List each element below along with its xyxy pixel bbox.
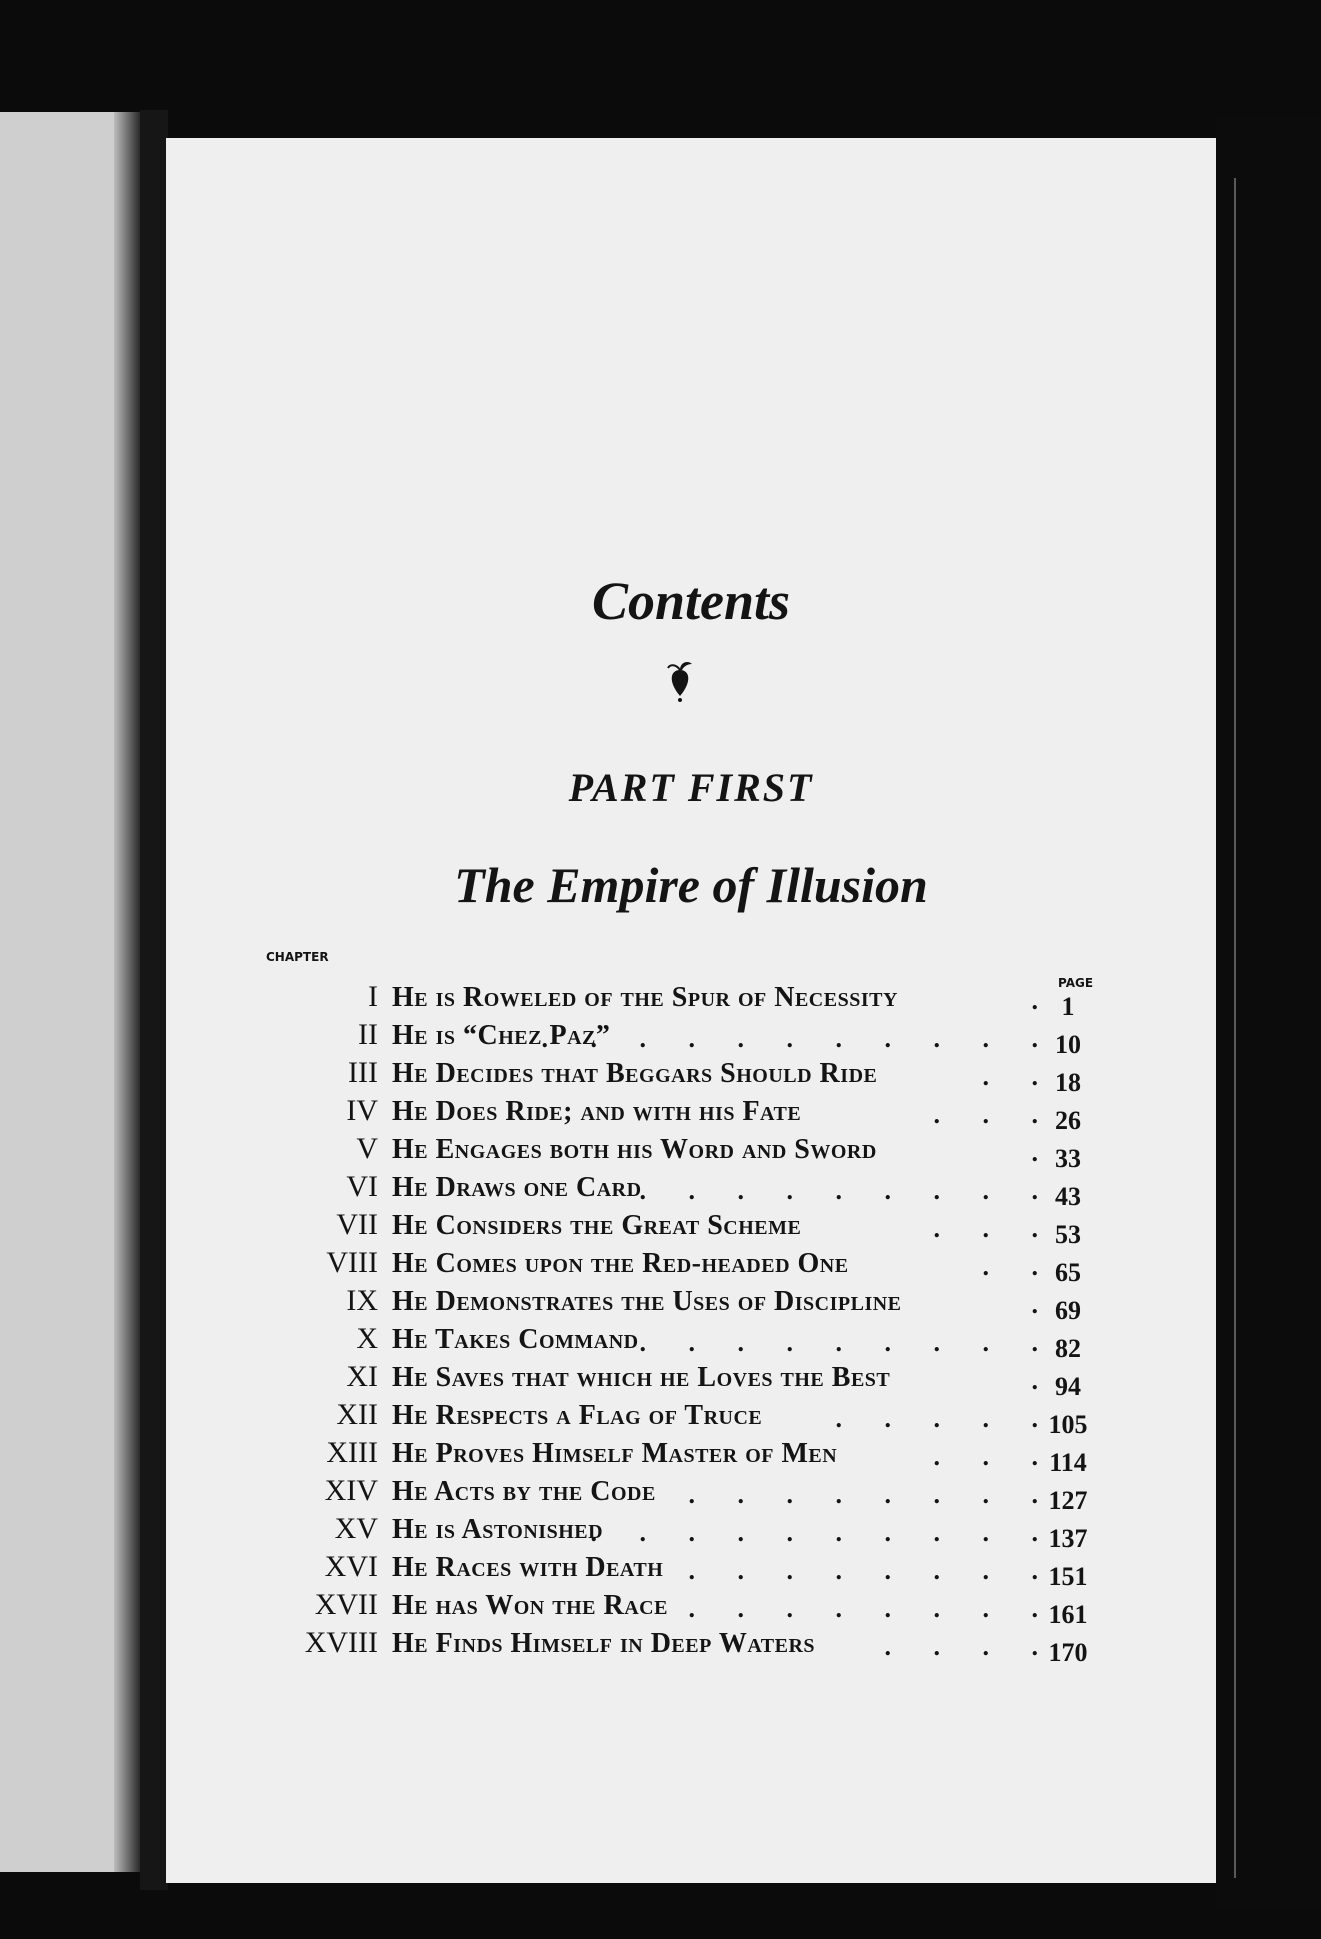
dot-leader: . . . . . . . .	[688, 1594, 1056, 1623]
chapter-number: XI	[346, 1360, 378, 1393]
dot-leader: . . . . . . . . . . .	[541, 1024, 1056, 1053]
chapter-title: He Saves that which he Loves the Best	[392, 1362, 891, 1393]
toc-row[interactable]	[166, 1436, 1216, 1476]
toc-row[interactable]	[166, 1322, 1216, 1362]
page-edge	[1216, 118, 1321, 1908]
page-number: 1	[1061, 992, 1075, 1021]
toc-row[interactable]	[166, 1512, 1216, 1552]
chapter-number: XV	[334, 1512, 378, 1545]
chapter-title: He Takes Command	[392, 1324, 639, 1355]
dot-leader: . . . . .	[835, 1404, 1056, 1433]
chapter-title: He is Roweled of the Spur of Necessity	[392, 982, 898, 1013]
page-number: 33	[1055, 1144, 1081, 1173]
page-number: 137	[1048, 1524, 1088, 1553]
toc-row[interactable]	[166, 1132, 1216, 1172]
chapter-number: III	[348, 1056, 378, 1089]
chapter-number: VIII	[326, 1246, 378, 1279]
chapter-number: VII	[336, 1208, 378, 1241]
chapter-title: He is Astonished	[392, 1514, 604, 1545]
chapter-title: He Draws one Card	[392, 1172, 642, 1203]
chapter-title: He Demonstrates the Uses of Discipline	[392, 1286, 902, 1317]
page-number: 26	[1055, 1106, 1081, 1135]
dot-leader: . . . .	[884, 1632, 1056, 1661]
dot-leader: .	[1031, 1138, 1056, 1167]
toc-row[interactable]	[166, 1056, 1216, 1096]
chapter-number: XVII	[314, 1588, 378, 1621]
page-number: 65	[1055, 1258, 1081, 1287]
page-number: 151	[1048, 1562, 1088, 1591]
chapter-title: He Races with Death	[392, 1552, 664, 1583]
chapter-title: He Acts by the Code	[392, 1476, 656, 1507]
part-title: PART FIRST	[568, 765, 814, 810]
dot-leader: . . .	[933, 1214, 1056, 1243]
chapter-number: IX	[346, 1284, 378, 1317]
toc-row[interactable]	[166, 1018, 1216, 1058]
chapter-title: He Engages both his Word and Sword	[392, 1134, 877, 1165]
page-number: 10	[1055, 1030, 1081, 1059]
toc-row[interactable]	[166, 1360, 1216, 1400]
page-number: 53	[1055, 1220, 1081, 1249]
chapter-title: He Considers the Great Scheme	[392, 1210, 802, 1241]
toc-row[interactable]	[166, 980, 1216, 1020]
dot-leader: .	[1031, 986, 1056, 1015]
chapter-column-header: CHAPTER	[266, 950, 329, 964]
chapter-number: XVIII	[304, 1626, 378, 1659]
page-number: 170	[1048, 1638, 1088, 1667]
page-number: 82	[1055, 1334, 1081, 1363]
toc-row[interactable]	[166, 1208, 1216, 1248]
facing-page	[0, 112, 140, 1872]
book-gutter	[140, 110, 168, 1890]
page-number: 94	[1055, 1372, 1081, 1401]
toc-row[interactable]	[166, 1094, 1216, 1134]
chapter-title: He Proves Himself Master of Men	[392, 1438, 838, 1469]
chapter-title: He Does Ride; and with his Fate	[392, 1096, 802, 1127]
page-number: 43	[1055, 1182, 1081, 1211]
toc-row[interactable]	[166, 1284, 1216, 1324]
dot-leader: . . .	[933, 1100, 1056, 1129]
dot-leader: . . . . . . . . .	[639, 1328, 1056, 1357]
page-number: 114	[1049, 1448, 1087, 1477]
chapter-number: X	[356, 1322, 378, 1355]
toc-row[interactable]	[166, 1474, 1216, 1514]
dot-leader: . . . . . . . . . .	[590, 1518, 1056, 1547]
dot-leader: . . . . . . . .	[688, 1480, 1056, 1509]
chapter-number: VI	[346, 1170, 378, 1203]
dot-leader: . . . . . . . .	[688, 1556, 1056, 1585]
book-title: The Empire of Illusion	[454, 857, 928, 913]
dot-leader: . . . . . . . . .	[639, 1176, 1056, 1205]
chapter-title: He has Won the Race	[392, 1590, 668, 1621]
dot-leader: .	[1031, 1290, 1056, 1319]
page-number: 161	[1048, 1600, 1088, 1629]
page-number: 127	[1048, 1486, 1088, 1515]
chapter-number: XVI	[324, 1550, 378, 1583]
page-number: 69	[1055, 1296, 1081, 1325]
chapter-number: II	[358, 1018, 378, 1051]
chapter-title: He is “Chez Paz”	[392, 1020, 611, 1051]
ornament-icon	[660, 656, 700, 706]
toc-row[interactable]	[166, 1550, 1216, 1590]
dot-leader: . .	[982, 1252, 1056, 1281]
page-title: Contents	[591, 571, 791, 631]
page-column-header: PAGE	[1058, 976, 1094, 990]
page-number: 105	[1048, 1410, 1088, 1439]
dot-leader: .	[1031, 1366, 1056, 1395]
toc-row[interactable]	[166, 1170, 1216, 1210]
chapter-number: V	[356, 1132, 378, 1165]
chapter-title: He Finds Himself in Deep Waters	[392, 1628, 816, 1659]
chapter-number: XII	[336, 1398, 378, 1431]
chapter-title: He Decides that Beggars Should Ride	[392, 1058, 878, 1089]
chapter-number: I	[368, 980, 378, 1013]
chapter-number: XIII	[326, 1436, 378, 1469]
dot-leader: . . .	[933, 1442, 1056, 1471]
toc-row[interactable]	[166, 1246, 1216, 1286]
contents-page	[166, 138, 1216, 1883]
page-number: 18	[1055, 1068, 1081, 1097]
toc-row[interactable]	[166, 1626, 1216, 1666]
dot-leader: . .	[982, 1062, 1056, 1091]
chapter-title: He Comes upon the Red-headed One	[392, 1248, 849, 1279]
chapter-number: IV	[346, 1094, 378, 1127]
chapter-title: He Respects a Flag of Truce	[392, 1400, 763, 1431]
chapter-number: XIV	[324, 1474, 378, 1507]
toc-row[interactable]	[166, 1588, 1216, 1628]
toc-row[interactable]	[166, 1398, 1216, 1438]
